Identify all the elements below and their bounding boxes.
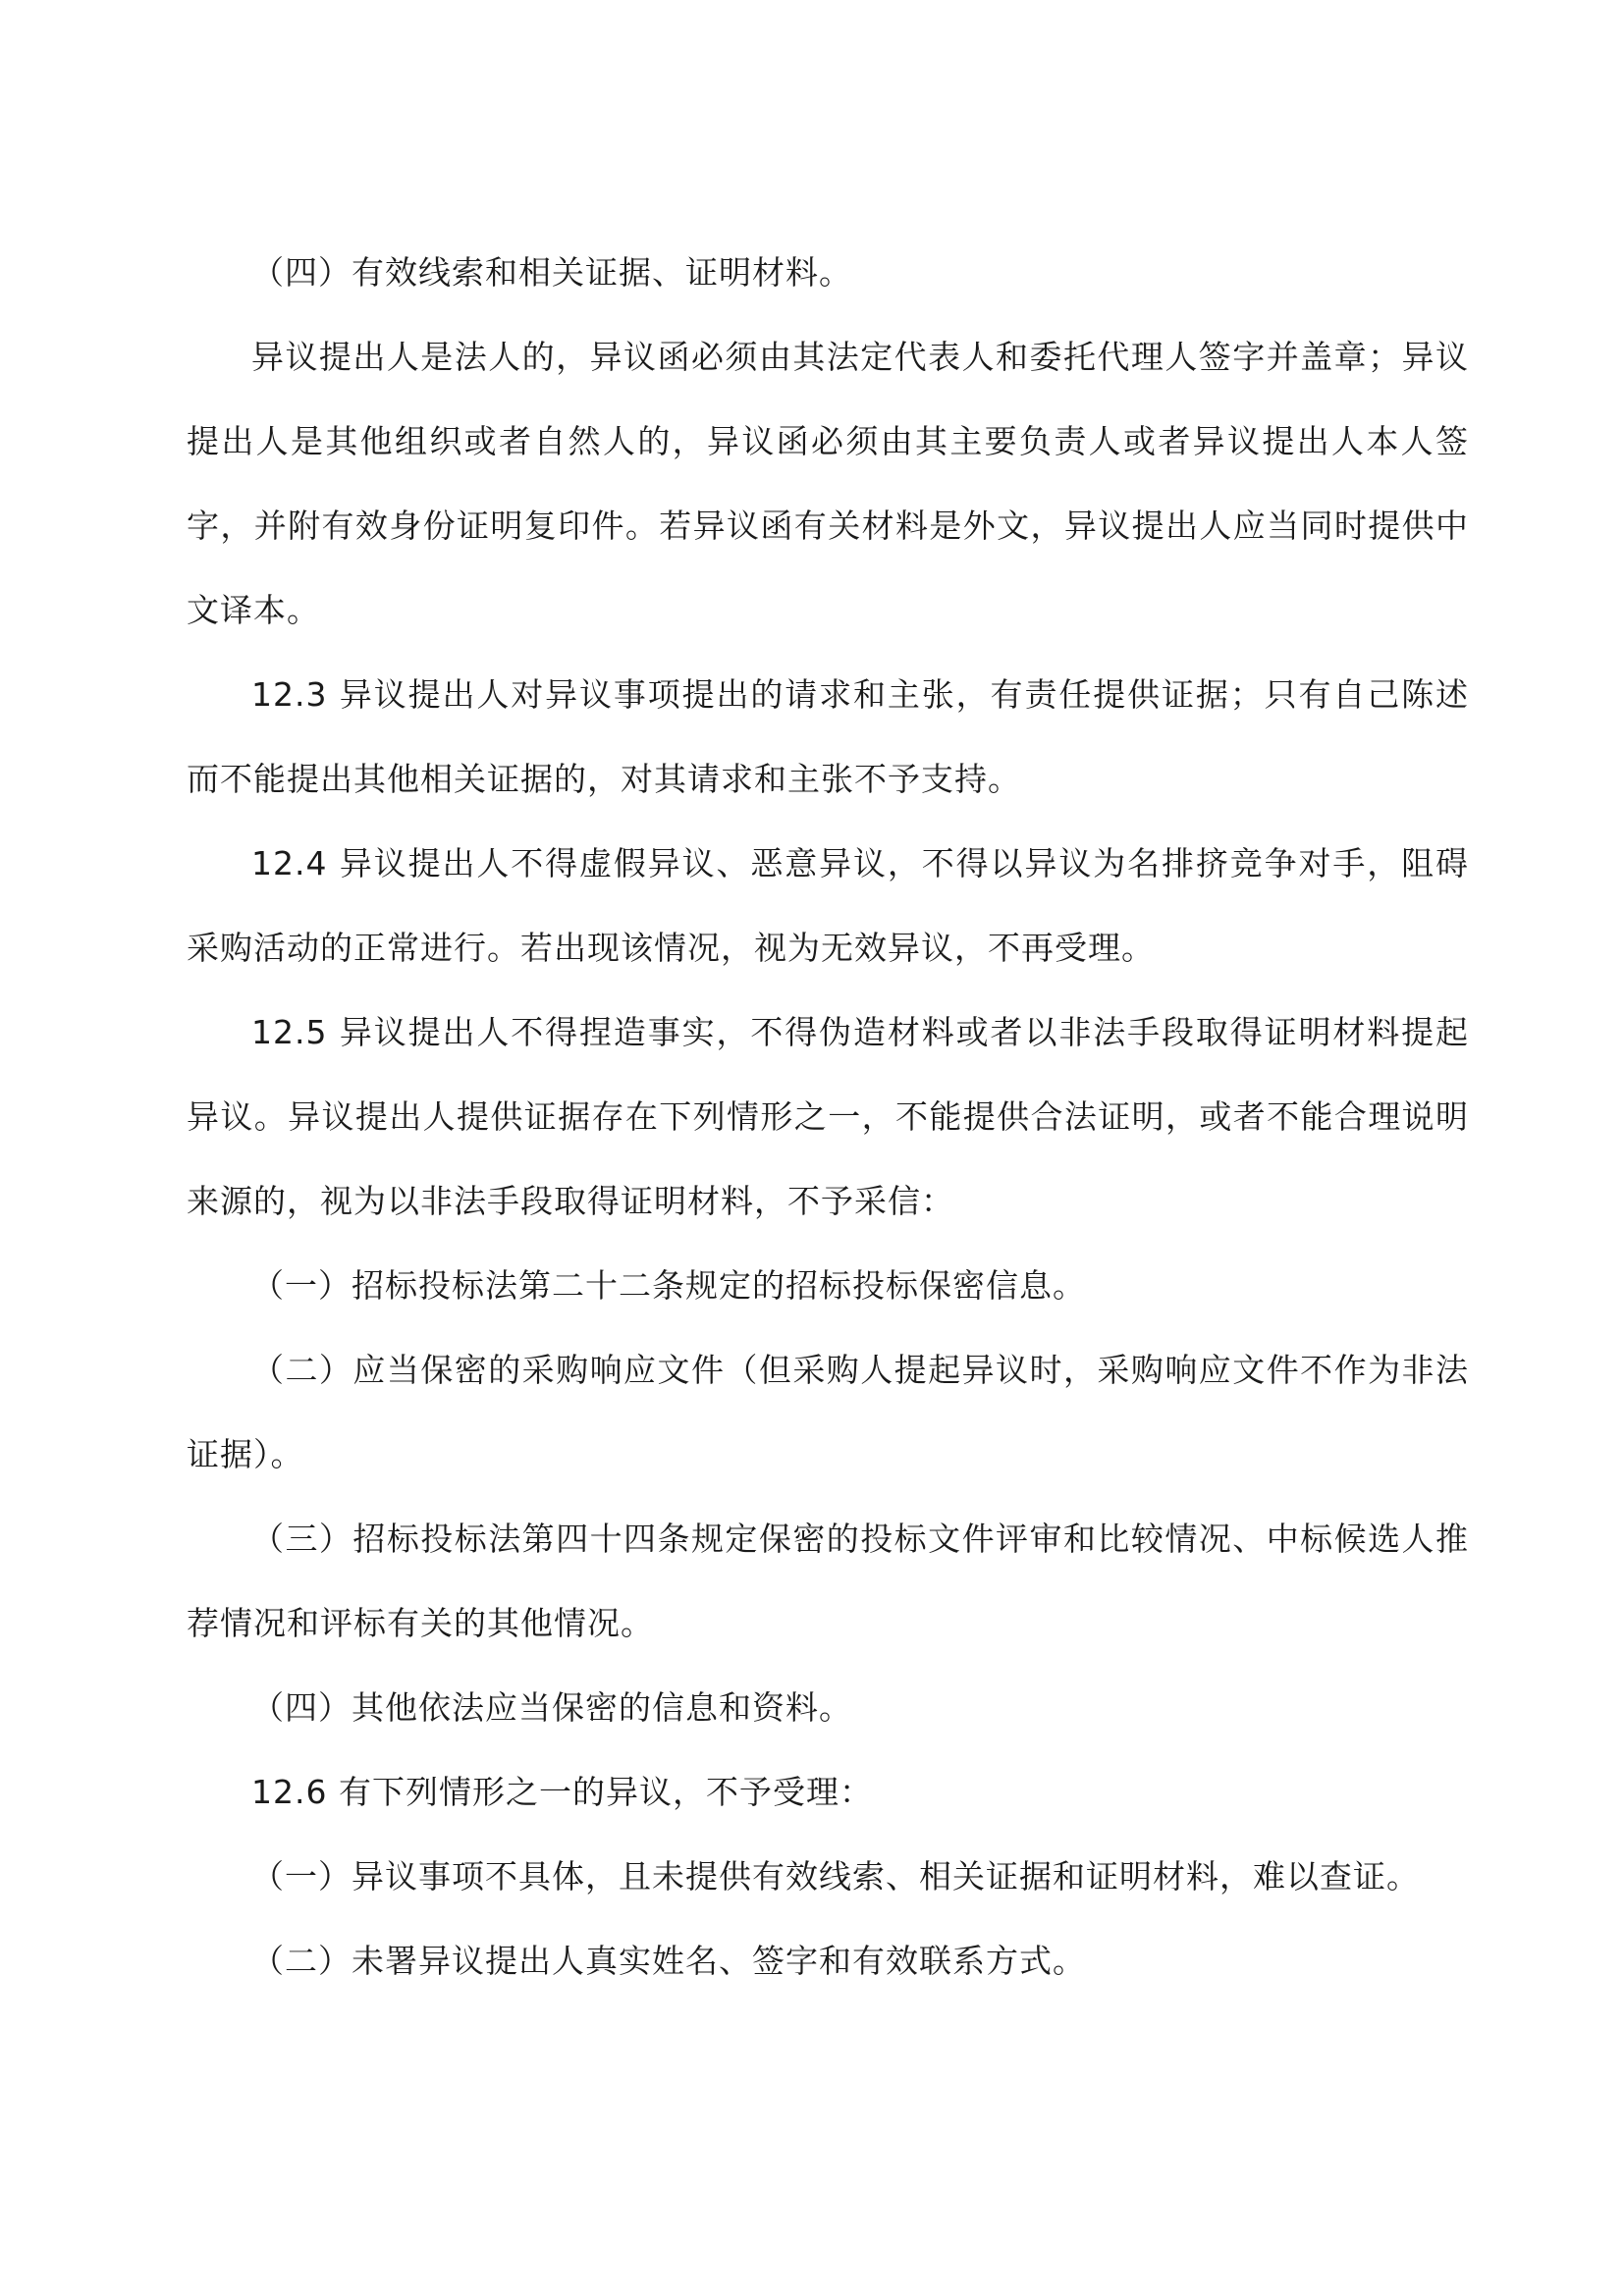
paragraph-item-4-evidence: （四）有效线索和相关证据、证明材料。 (251, 253, 852, 292)
paragraph-12-5: 12.5 异议提出人不得捏造事实，不得伪造材料或者以非法手段取得证明材料提起异议。异议提出人提供证据存在下列情形之一，不能提供合法证明，或者不能合理说明来源的，视为以非法手段取得证明材料，不予采信： (187, 1013, 1469, 1220)
paragraph-12-5-item-4: （四）其他依法应当保密的信息和资料。 (251, 1688, 852, 1727)
paragraph-12-4: 12.4 异议提出人不得虚假异议、恶意异议，不得以异议为名排挤竞争对手，阻碍采购活动的正常进行。若出现该情况，视为无效异议，不再受理。 (187, 844, 1469, 967)
paragraph-12-6-item-2: （二）未署异议提出人真实姓名、签字和有效联系方式。 (251, 1942, 1086, 1980)
paragraph-12-6: 12.6 有下列情形之一的异议，不予受理： (251, 1773, 873, 1811)
paragraph-12-5-item-3: （三）招标投标法第四十四条规定保密的投标文件评审和比较情况、中标候选人推荐情况和评标有关的其他情况。 (187, 1520, 1469, 1642)
paragraph-12-6-item-1: （一）异议事项不具体，且未提供有效线索、相关证据和证明材料，难以查证。 (251, 1857, 1420, 1896)
paragraph-12-5-item-2: （二）应当保密的采购响应文件（但采购人提起异议时，采购响应文件不作为非法证据）。 (187, 1351, 1469, 1473)
paragraph-12-3: 12.3 异议提出人对异议事项提出的请求和主张，有责任提供证据；只有自己陈述而不能提出其他相关证据的，对其请求和主张不予支持。 (187, 675, 1469, 798)
paragraph-objector-signature: 异议提出人是法人的，异议函必须由其法定代表人和委托代理人签字并盖章；异议提出人是其他组织或者自然人的，异议函必须由其主要负责人或者异议提出人本人签字，并附有效身份证明复印件。若异议函有关材料是外文，异议提出人应当同时提供中文译本。 (187, 338, 1469, 629)
document-body (187, 231, 1469, 2003)
paragraph-12-5-item-1: （一）招标投标法第二十二条规定的招标投标保密信息。 (251, 1266, 1086, 1305)
